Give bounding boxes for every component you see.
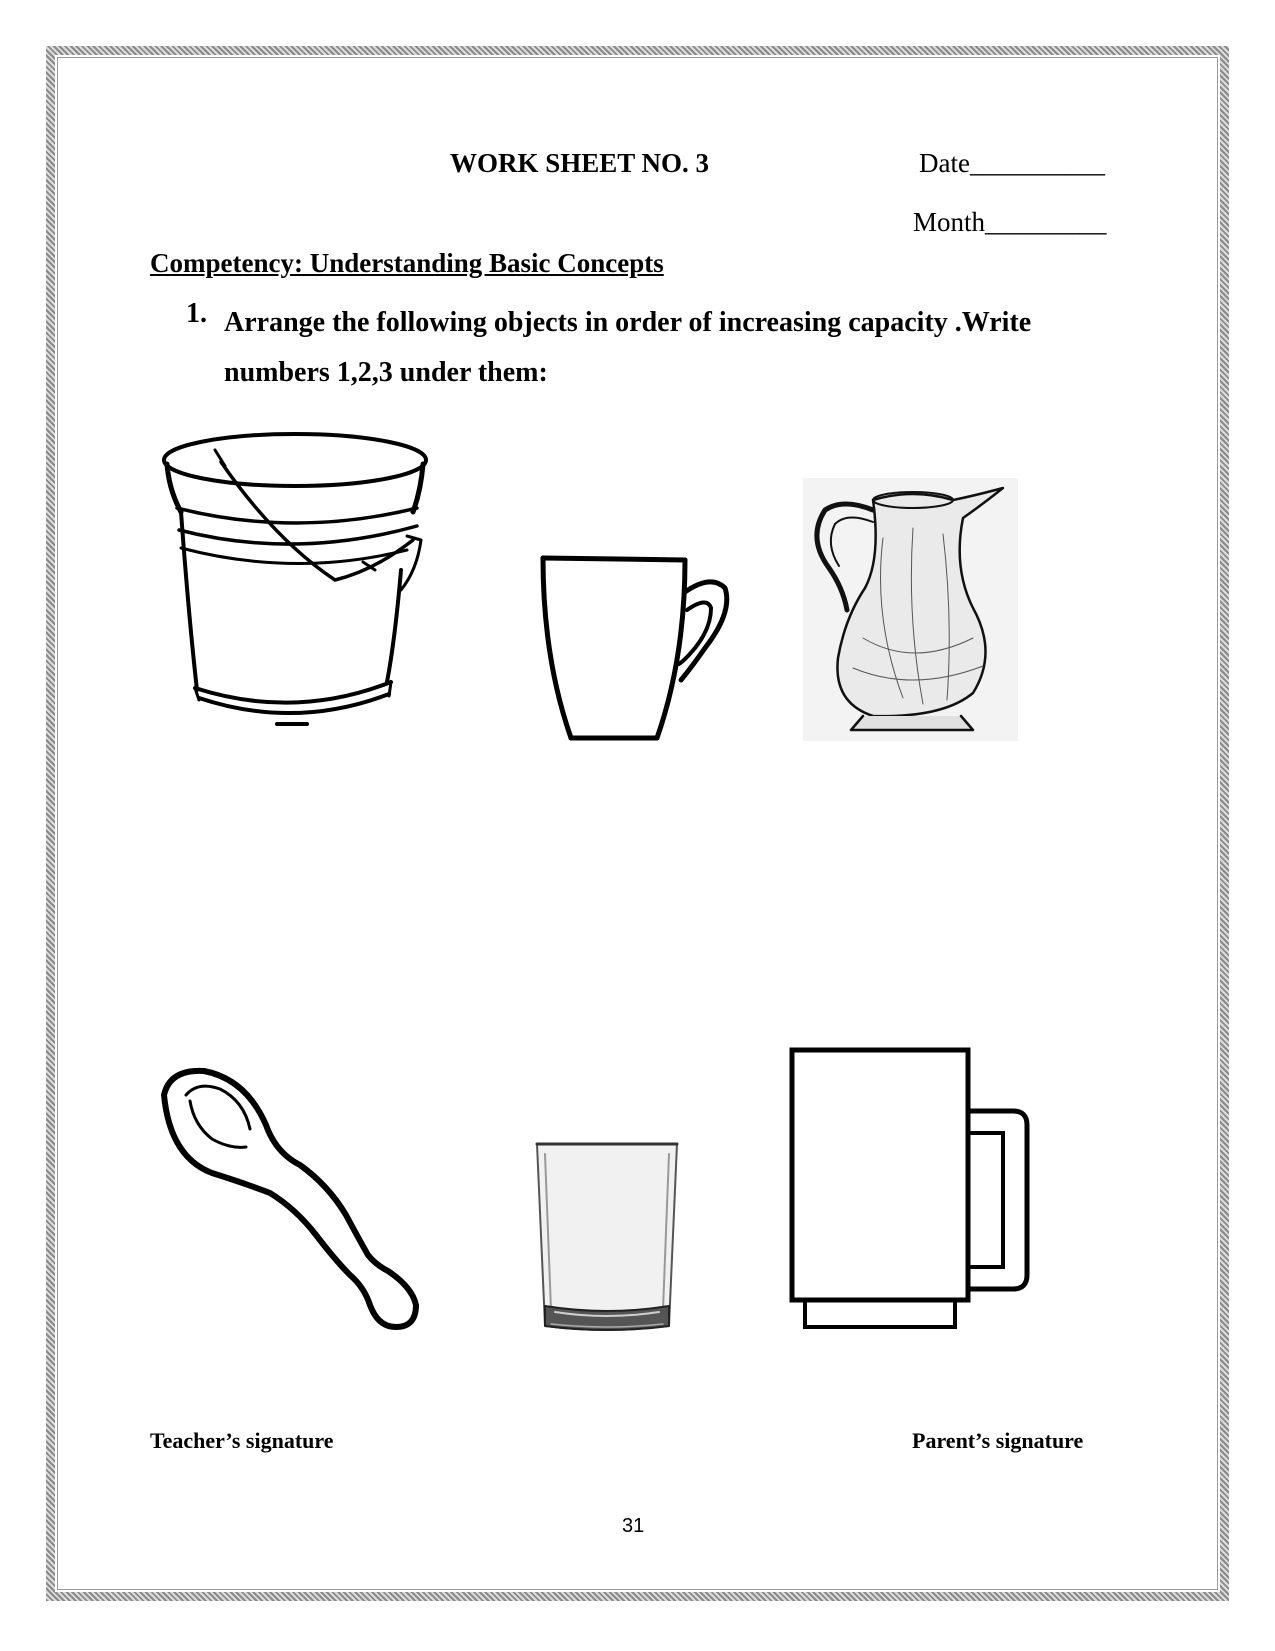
bucket-image xyxy=(155,420,445,735)
mug-image xyxy=(787,1045,1032,1335)
question-number: 1. xyxy=(186,298,207,329)
page-border xyxy=(46,46,1229,1601)
competency-heading: Competency: Understanding Basic Concepts xyxy=(150,248,664,278)
month-field: Month_________ xyxy=(913,207,1107,237)
teacher-signature-label: Teacher’s signature xyxy=(150,1428,334,1453)
jug-image xyxy=(803,478,1018,741)
parent-signature-label: Parent’s signature xyxy=(912,1428,1084,1453)
question-text: Arrange the following objects in order of increasing capacity .Write numbers 1,2,3 under them: xyxy=(224,307,1032,388)
cup-image xyxy=(535,548,755,743)
glass-image xyxy=(533,1140,681,1335)
date-field: Date__________ xyxy=(919,148,1105,178)
spoon-image xyxy=(150,1065,425,1335)
worksheet-title: WORK SHEET NO. 3 xyxy=(450,148,710,178)
page-number: 31 xyxy=(622,1515,645,1537)
